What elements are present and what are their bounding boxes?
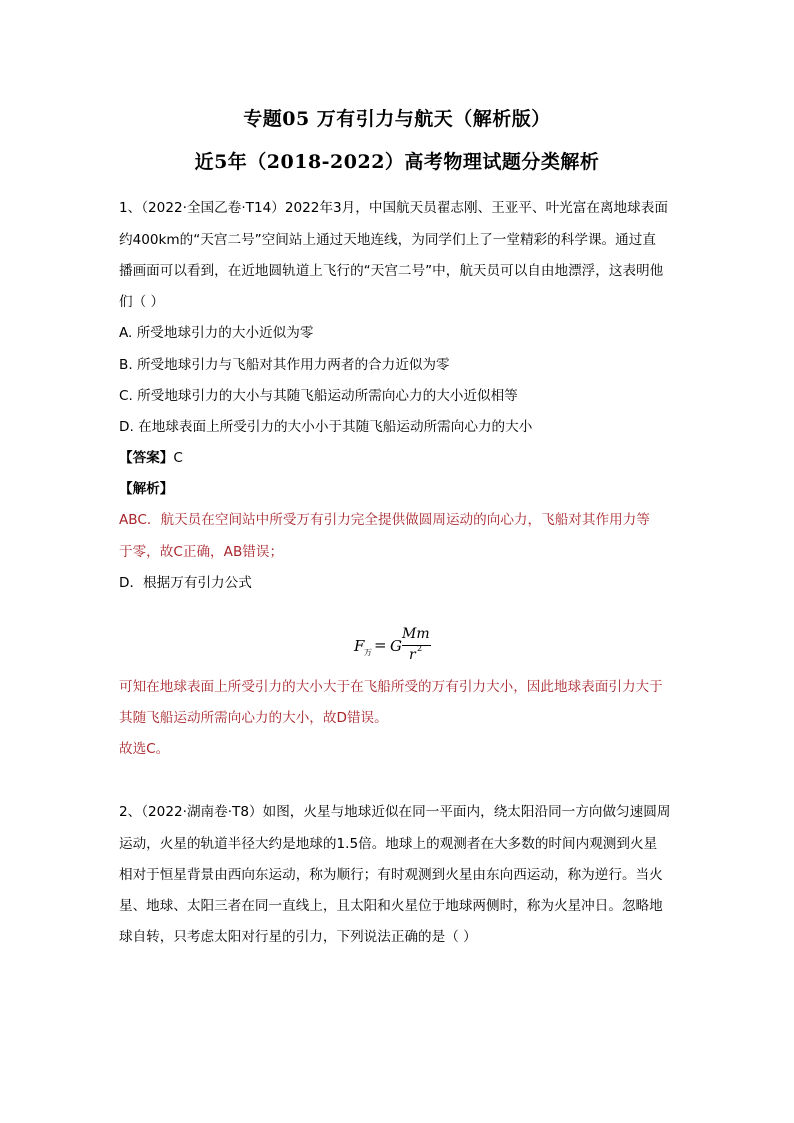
q1-stem-line: 1、（2022·全国乙卷·T14）2022年3月，中国航天员翟志刚、王亚平、叶光富在离地球表面 [119,200,668,216]
q2-stem-line: 相对于恒星背景由西向东运动，称为顺行；有时观测到火星由东向西运动，称为逆行。当火 [119,867,663,883]
q1-option-d: D. 在地球表面上所受引力的大小小于其随飞船运动所需向心力的大小 [119,419,533,435]
formula-force-subscript: 万 [364,648,372,657]
q1-stem-line: 约400km的“天宫二号”空间站上通过天地连线，为同学们上了一堂精彩的科学课。通过直 [119,232,656,248]
q1-option-a: A. 所受地球引力的大小近似为零 [119,325,314,341]
q1-option-c: C. 所受地球引力的大小与其随飞船运动所需向心力的大小近似相等 [119,388,518,404]
document-title: 专题05 万有引力与航天（解析版） [243,108,551,130]
formula-equals: = [374,636,387,654]
q1-stem-line: 们（ ） [119,294,165,310]
q1-stem-line: 播画面可以看到，在近地圆轨道上飞行的“天宫二号”中，航天员可以自由地漂浮，这表明他 [119,263,664,279]
answer-label: 【答案】 [119,450,174,466]
formula-force: F [354,637,365,655]
answer-value: C [173,450,183,466]
formula-numerator: Mm [402,626,430,642]
analysis-line: 其随飞船运动所需向心力的大小，故D错误。 [119,710,388,726]
q2-stem-line: 运动，火星的轨道半径大约是地球的1.5倍。地球上的观测者在大多数的时间内观测到火星 [119,836,658,852]
analysis-line: 可知在地球表面上所受引力的大小大于在飞船所受的万有引力大小，因此地球表面引力大于 [119,679,663,695]
document-subtitle: 近5年（2018-2022）高考物理试题分类解析 [194,151,600,173]
gravitation-formula [354,626,444,664]
formula-constant: G [390,637,402,655]
analysis-label: 【解析】 [119,481,174,497]
q1-answer [119,448,183,468]
analysis-line: 于零，故C正确，AB错误； [119,544,284,560]
analysis-line: ABC．航天员在空间站中所受万有引力完全提供做圆周运动的向心力，飞船对其作用力等 [119,512,650,528]
q2-stem-line: 星、地球、太阳三者在同一直线上，且太阳和火星位于地球两侧时，称为火星冲日。忽略地 [119,898,663,914]
formula-exponent: 2 [417,644,423,653]
formula-denominator: r [409,647,416,663]
analysis-conclusion: 故选C。 [119,741,170,757]
q1-option-b: B. 所受地球引力与飞船对其作用力两者的合力近似为零 [119,357,450,373]
analysis-line: D．根据万有引力公式 [119,575,252,591]
q2-stem-line: 球自转，只考虑太阳对行星的引力，下列说法正确的是（ ） [119,929,477,945]
q2-stem-line: 2、（2022·湖南卷·T8）如图，火星与地球近似在同一平面内，绕太阳沿同一方向做匀速圆周 [119,804,671,820]
